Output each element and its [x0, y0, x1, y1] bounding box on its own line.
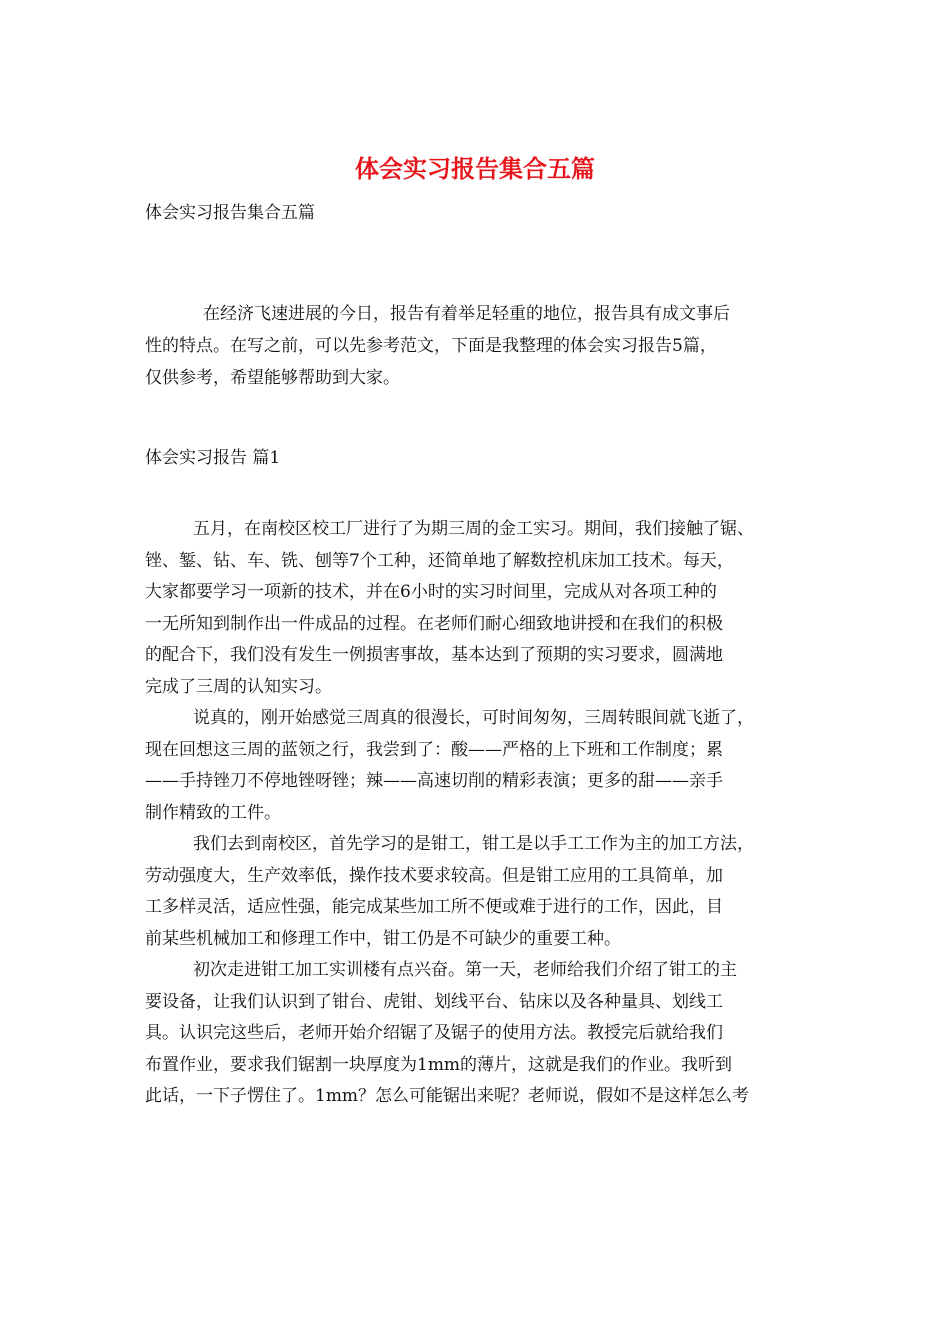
body-line: 要设备，让我们认识到了钳台、虎钳、划线平台、钻床以及各种量具、划线工 [145, 991, 723, 1012]
body-line: 劳动强度大，生产效率低，操作技术要求较高。但是钳工应用的工具简单，加 [145, 865, 723, 886]
body-line: 工多样灵活，适应性强，能完成某些加工所不便或难于进行的工作，因此，目 [145, 897, 723, 917]
body-line: 初次走进钳工加工实训楼有点兴奋。第一天，老师给我们介绍了钳工的主 [193, 960, 737, 980]
document-subtitle: 体会实习报告集合五篇 [145, 203, 315, 223]
body-text [145, 514, 835, 1113]
intro-paragraph [145, 298, 825, 394]
body-line: 布置作业，要求我们锯割一块厚度为1mm的薄片，这就是我们的作业。我听到 [145, 1054, 733, 1075]
document-title: 体会实习报告集合五篇 [355, 154, 595, 183]
body-line: 大家都要学习一项新的技术，并在6小时的实习时间里，完成从对各项工种的 [145, 582, 717, 602]
body-line: 前某些机械加工和修理工作中，钳工仍是不可缺少的重要工种。 [145, 928, 621, 949]
intro-line: 性的特点。在写之前，可以先参考范文，下面是我整理的体会实习报告5篇， [145, 336, 717, 356]
body-line: 完成了三周的认知实习。 [145, 676, 332, 697]
body-line: 我们去到南校区，首先学习的是钳工，钳工是以手工工作为主的加工方法， [193, 834, 754, 854]
body-line: ——手持锉刀不停地锉呀锉；辣——高速切削的精彩表演；更多的甜——亲手 [145, 771, 723, 791]
intro-line: 仅供参考，希望能够帮助到大家。 [145, 368, 400, 388]
intro-line: 在经济飞速进展的今日，报告有着举足轻重的地位，报告具有成文事后 [203, 304, 730, 324]
body-line: 现在回想这三周的蓝领之行，我尝到了：酸——严格的上下班和工作制度；累 [145, 739, 723, 760]
body-line: 五月，在南校区校工厂进行了为期三周的金工实习。期间，我们接触了锯、 [193, 519, 754, 539]
body-line: 制作精致的工件。 [145, 802, 281, 823]
body-line: 锉、錾、钻、车、铣、刨等7个工种，还简单地了解数控机床加工技术。每天， [145, 550, 734, 571]
body-line: 的配合下，我们没有发生一例损害事故，基本达到了预期的实习要求，圆满地 [145, 645, 723, 665]
body-line: 一无所知到制作出一件成品的过程。在老师们耐心细致地讲授和在我们的积极 [145, 613, 723, 634]
body-line: 具。认识完这些后，老师开始介绍锯了及锯子的使用方法。教授完后就给我们 [145, 1023, 723, 1043]
body-line: 此话，一下子愣住了。1mm？怎么可能锯出来呢？老师说，假如不是这样怎么考 [145, 1086, 750, 1106]
section-heading: 体会实习报告 篇1 [145, 448, 281, 468]
body-line: 说真的，刚开始感觉三周真的很漫长，可时间匆匆，三周转眼间就飞逝了， [193, 708, 754, 728]
